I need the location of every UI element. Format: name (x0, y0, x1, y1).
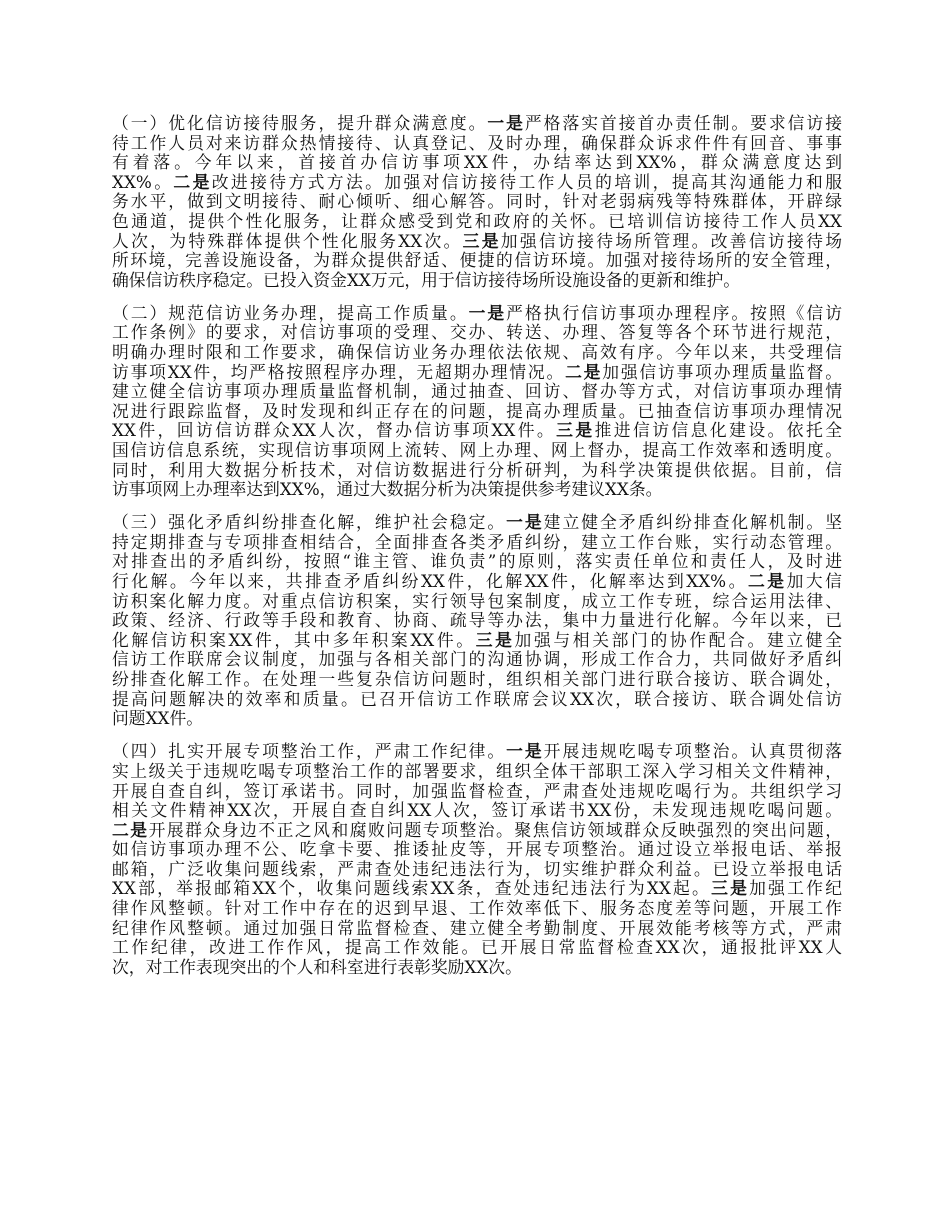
text-segment: XX%。 (112, 171, 174, 192)
text-line (112, 611, 842, 631)
text-segment: 推进信访信息化建设。依托全 (594, 420, 842, 441)
text-line (112, 879, 842, 899)
text-segment: 问题XX件。 (112, 708, 204, 729)
text-segment: 加强工作纪 (749, 878, 842, 899)
text-line (112, 421, 842, 441)
text-line (112, 212, 842, 232)
text-line (112, 192, 842, 212)
bold-marker: 一是 (468, 302, 507, 323)
text-segment: XX件，回访信访群众XX人次，督办信访事项XX件。 (112, 420, 557, 441)
text-segment: 行化解。今年以来，共排查矛盾纠纷XX件，化解XX件，化解率达到XX%。 (112, 571, 748, 592)
text-segment: （二）规范信访业务办理，提高工作质量。 (112, 302, 469, 323)
text-segment: XX部，举报邮箱XX个，收集问题线索XX条，查处违纪违法行为XX起。 (112, 878, 712, 899)
text-line (112, 382, 842, 402)
text-segment: 对排查出的矛盾纠纷，按照“谁主管、谁负责”的原则，落实责任单位和责任人，及时进 (112, 551, 842, 572)
text-segment: 访积案化解力度。对重点信访积案，实行领导包案制度，成立工作专班，综合运用法律、 (112, 590, 842, 611)
text-segment: 开展自查自纠，签订承诺书。同时，加强监督检查，严肃查处违规吃喝行为。共组织学习 (112, 780, 842, 801)
text-segment: 工作条例》的要求，对信访事项的受理、交办、转送、办理、答复等各个环节进行规范， (112, 322, 842, 343)
text-segment: 建立健全信访事项办理质量监督机制，通过抽查、回访、督办等方式，对信访事项办理情 (112, 381, 842, 402)
text-segment: 实上级关于违规吃喝专项整治工作的部署要求，组织全体干部职工深入学习相关文件精神， (112, 760, 842, 781)
text-line (112, 670, 842, 690)
text-line (112, 134, 842, 154)
text-line (112, 114, 842, 134)
text-line (112, 821, 842, 841)
text-line (112, 552, 842, 572)
text-segment: 邮箱，广泛收集问题线索，严肃查处违纪违法行为，切实维护群众利益。已设立举报电话 (112, 858, 842, 879)
text-segment: 人次，为特殊群体提供个性化服务XX次。 (112, 230, 463, 251)
text-segment: 况进行跟踪监督，及时发现和纠正存在的问题，提高办理质量。已抽查信访事项办理情况 (112, 400, 842, 421)
bold-marker: 三是 (475, 629, 515, 650)
text-segment: 待工作人员对来访群众热情接待、认真登记、及时办理，确保群众诉求件件有回音、事事 (112, 132, 842, 153)
text-line (112, 232, 842, 252)
text-segment: （四）扎实开展专项整治工作，严肃工作纪律。 (112, 741, 507, 762)
text-line (112, 173, 842, 193)
text-line (112, 251, 842, 271)
bold-marker: 一是 (506, 741, 544, 762)
text-segment: 改进接待方式方法。加强对信访接待工作人员的培训，提高其沟通能力和服 (211, 171, 842, 192)
text-segment: 纪律作风整顿。通过加强日常监督检查、建立健全考勤制度、开展效能考核等方式，严肃 (112, 917, 842, 938)
bold-marker: 二是 (173, 171, 212, 192)
text-segment: 工作纪律，改进工作作风，提高工作效能。已开展日常监督检查XX次，通报批评XX人 (112, 937, 842, 958)
text-segment: 访事项XX件，均严格按照程序办理，无超期办理情况。 (112, 361, 566, 382)
text-segment: （三）强化矛盾纠纷排查化解，维护社会稳定。 (112, 512, 507, 533)
text-segment: 有着落。今年以来，首接首办信访事项XX件，办结率达到XX%，群众满意度达到 (112, 152, 842, 173)
text-line (112, 513, 842, 533)
text-line (112, 958, 842, 978)
text-segment: 明确办理时限和工作要求，确保信访业务办理依法依规、高效有序。今年以来，共受理信 (112, 342, 842, 363)
text-segment: （一）优化信访接待服务，提升群众满意度。 (112, 113, 488, 133)
text-line (112, 690, 842, 710)
bold-marker: 三是 (711, 878, 750, 899)
text-line (112, 840, 842, 860)
text-segment: 律作风整顿。针对工作中存在的迟到早退、工作效率低下、服务态度差等问题，开展工作 (112, 898, 842, 919)
paragraph-4 (112, 742, 842, 977)
text-segment: 同时，利用大数据分析技术，对信访数据进行分析研判，为科学决策提供依据。目前，信 (112, 459, 842, 480)
text-segment: 国信访信息系统，实现信访事项网上流转、网上办理、网上督办，提高工作效率和透明度。 (112, 440, 842, 460)
text-line (112, 650, 842, 670)
text-segment: 加强信访接待场所管理。改善信访接待场 (500, 230, 842, 251)
text-line (112, 323, 842, 343)
text-line (112, 461, 842, 481)
bold-marker: 三是 (556, 420, 595, 441)
text-line (112, 762, 842, 782)
paragraph-1 (112, 114, 842, 290)
bold-marker: 一是 (487, 113, 525, 133)
text-line (112, 402, 842, 422)
text-segment: 严格执行信访事项办理程序。按照《信访 (506, 302, 842, 323)
text-line (112, 899, 842, 919)
text-line (112, 742, 842, 762)
text-segment: 如信访事项办理不公、吃拿卡要、推诿扯皮等，开展专项整治。通过设立举报电话、举报 (112, 839, 842, 860)
bold-marker: 一是 (506, 512, 544, 533)
text-line (112, 304, 842, 324)
bold-marker: 三是 (462, 230, 501, 251)
text-line (112, 480, 842, 500)
text-line (112, 533, 842, 553)
text-segment: 政策、经济、行政等手段和教育、协商、疏导等办法，集中力量进行化解。今年以来，已 (112, 610, 842, 631)
text-segment: 化解信访积案XX件，其中多年积案XX件。 (112, 629, 476, 650)
bold-marker: 二是 (747, 571, 787, 592)
text-line (112, 592, 842, 612)
text-segment: 持定期排查与专项排查相结合，全面排查各类矛盾纠纷，建立工作台账，实行动态管理。 (112, 531, 842, 552)
text-line (112, 709, 842, 729)
text-segment: 访事项网上办理率达到XX%，通过大数据分析为决策提供参考建议XX条。 (112, 479, 663, 500)
text-line (112, 441, 842, 461)
text-segment: 严格落实首接首办责任制。要求信访接 (524, 113, 842, 133)
text-segment: 建立健全矛盾纠纷排查化解机制。坚 (543, 512, 842, 533)
text-segment: 相关文件精神XX次，开展自查自纠XX人次，签订承诺书XX份，未发现违规吃喝问题。 (112, 800, 842, 821)
text-segment: 加强信访事项办理质量监督。 (602, 361, 842, 382)
text-line (112, 860, 842, 880)
text-line (112, 919, 842, 939)
text-line (112, 153, 842, 173)
text-line (112, 572, 842, 592)
text-segment: 次，对工作表现突出的个人和科室进行表彰奖励XX次。 (112, 956, 522, 977)
bold-marker: 二是 (112, 819, 149, 840)
text-line (112, 363, 842, 383)
text-segment: 务水平，做到文明接待、耐心倾听、细心解答。同时，针对老弱病残等特殊群体，开辟绿 (112, 191, 842, 212)
text-segment: 开展群众身边不正之风和腐败问题专项整治。聚焦信访领域群众反映强烈的突出问题， (148, 819, 842, 840)
text-segment: 加强与相关部门的协作配合。建立健全 (514, 629, 842, 650)
text-line (112, 271, 842, 291)
text-segment: 信访工作联席会议制度，加强与各相关部门的沟通协调，形成工作合力，共同做好矛盾纠 (112, 649, 842, 670)
document-body (112, 114, 842, 991)
text-segment: 开展违规吃喝专项整治。认真贯彻落 (543, 741, 842, 762)
text-line (112, 782, 842, 802)
text-segment: 加大信 (786, 571, 842, 592)
text-line (112, 801, 842, 821)
text-segment: 确保信访秩序稳定。已投入资金XX万元，用于信访接待场所设施设备的更新和维护。 (112, 269, 741, 290)
text-segment: 所环境，完善设施设备，为群众提供舒适、便捷的信访环境。加强对接待场所的安全管理， (112, 250, 842, 271)
text-line (112, 631, 842, 651)
text-line (112, 938, 842, 958)
text-segment: 色通道，提供个性化服务，让群众感受到党和政府的关怀。已培训信访接待工作人员XX (112, 210, 842, 231)
bold-marker: 二是 (565, 361, 603, 382)
paragraph-3 (112, 513, 842, 729)
text-segment: 纷排查化解工作。在处理一些复杂信访问题时，组织相关部门进行联合接访、联合调处， (112, 669, 842, 690)
text-line (112, 343, 842, 363)
paragraph-2 (112, 304, 842, 500)
text-segment: 提高问题解决的效率和质量。已召开信访工作联席会议XX次，联合接访、联合调处信访 (112, 688, 842, 709)
